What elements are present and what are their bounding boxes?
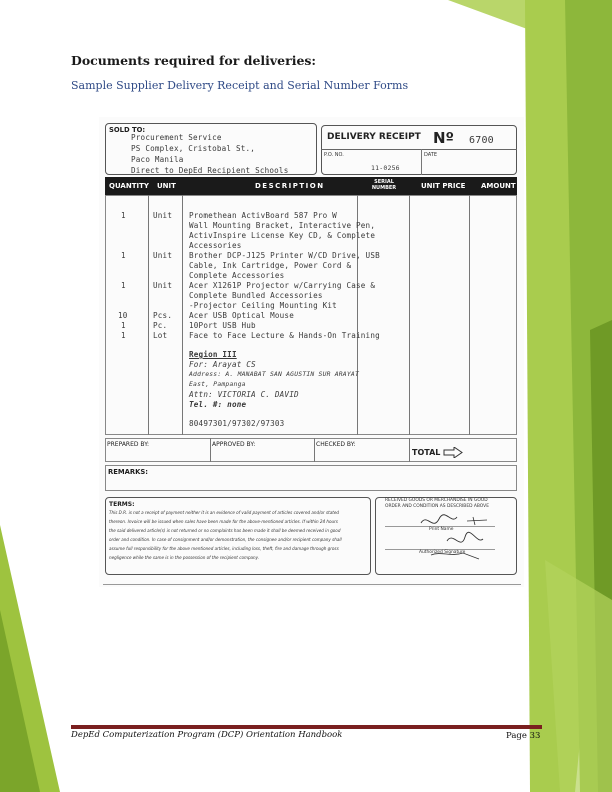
row-qty: 1: [121, 321, 126, 330]
row-unit: Pc.: [153, 321, 168, 330]
row-desc: Cable, Ink Cartridge, Power Cord &: [189, 261, 352, 270]
row-unit: Pcs.: [153, 311, 173, 320]
terms-line: assume full responsibility for the above mentioned articles, including loss, theft, fire and damage through gross: [109, 546, 339, 551]
arrow-right-icon: [443, 447, 463, 458]
region-line: Tel. #: none: [189, 400, 247, 409]
page-heading: Documents required for deliveries:: [71, 53, 317, 68]
region-line: For: Arayat CS: [189, 360, 256, 369]
po-value: 11-0256: [371, 164, 400, 172]
row-qty: 1: [121, 251, 126, 260]
row-qty: 10: [118, 311, 128, 320]
page-subheading: Sample Supplier Delivery Receipt and Serial Number Forms: [71, 79, 409, 92]
region-line: Address: A. MANABAT SAN AGUSTIN SUR ARAYAT: [189, 370, 359, 378]
row-desc: Acer USB Optical Mouse: [189, 311, 294, 320]
items-table-header: [105, 177, 517, 195]
row-desc: ActivInspire License Key CD, & Complete: [189, 231, 376, 240]
terms-line: This D.R. is not a receipt of payment neither it is an evidence of valid payment of articles covered and/or stated: [109, 510, 339, 515]
checked-by-label: CHECKED BY:: [316, 441, 356, 448]
terms-line: thereon. Invoice will be issued when sales have been made for the above-mentioned articles. If within 24 hours: [109, 519, 338, 524]
received-line: ORDER AND CONDITION AS DESCRIBED ABOVE: [385, 504, 489, 509]
terms-line: order and condition. In case of consignment and/or demonstration, the consignee and/or recipient company shall: [109, 537, 342, 542]
row-desc: Brother DCP-J125 Printer W/CD Drive, USB: [189, 251, 380, 260]
terms-label: TERMS:: [109, 501, 135, 508]
receipt-number: 6700: [469, 135, 494, 146]
serial-reference: 80497301/97302/97303: [189, 419, 285, 428]
sold-to-line: PS Complex, Cristobal St.,: [131, 144, 256, 153]
terms-line: negligence while the same is in the possession of the recipient company.: [109, 555, 260, 560]
print-name-label: Print Name: [429, 527, 454, 532]
date-label: DATE: [424, 152, 438, 158]
col-description: DESCRIPTION: [255, 182, 325, 190]
region-line: Attn: VICTORIA C. DAVID: [189, 390, 299, 399]
authorized-signature-label: Authorized Signature: [419, 550, 466, 555]
col-amount: AMOUNT: [481, 182, 516, 190]
region-line: Region III: [189, 350, 237, 359]
footer-handbook-title: DepEd Computerization Program (DCP) Orientation Handbook: [71, 730, 343, 740]
receipt-title: DELIVERY RECEIPT: [327, 132, 421, 142]
remarks-box: [105, 465, 517, 491]
received-line: RECEIVED GOODS OR MERCHANDISE IN GOOD: [385, 498, 488, 503]
sold-to-line: Paco Manila: [131, 155, 184, 164]
remarks-label: REMARKS:: [108, 468, 149, 476]
row-unit: Lot: [153, 331, 168, 340]
row-desc: Accessories: [189, 241, 242, 250]
sold-to-label: SOLD TO:: [109, 126, 146, 134]
page-number: Page 33: [506, 731, 541, 741]
row-desc: Promethean ActivBoard 587 Pro W: [189, 211, 337, 220]
region-line: East, Pampanga: [189, 380, 246, 388]
prepared-by-label: PREPARED BY:: [107, 441, 150, 448]
row-desc: Acer X1261P Projector w/Carrying Case &: [189, 281, 376, 290]
terms-box: [105, 497, 371, 575]
col-serial-number: SERIAL NUMBER: [371, 179, 397, 191]
row-qty: 1: [121, 281, 126, 290]
row-qty: 1: [121, 211, 126, 220]
delivery-receipt-scan: [99, 117, 524, 587]
col-quantity: QUANTITY: [109, 182, 149, 190]
row-unit: Unit: [153, 281, 173, 290]
total-label: TOTAL: [412, 448, 441, 457]
footer-divider: [71, 725, 542, 729]
sold-to-line: Procurement Service: [131, 133, 222, 142]
row-unit: Unit: [153, 211, 173, 220]
row-desc: 10Port USB Hub: [189, 321, 256, 330]
col-unit: UNIT: [157, 182, 176, 190]
handwritten-signature-scribble: [417, 511, 507, 571]
row-desc: Wall Mounting Bracket, Interactive Pen,: [189, 221, 376, 230]
row-desc: Face to Face Lecture & Hands-On Training: [189, 331, 380, 340]
receipt-number-symbol: Nº: [433, 129, 455, 147]
sold-to-line: Direct to DepEd Recipient Schools: [131, 166, 289, 175]
approved-by-label: APPROVED BY:: [212, 441, 256, 448]
row-qty: 1: [121, 331, 126, 340]
terms-line: the said delivered article(s) is not returned or no complaints has been made it shall be deemed received in good: [109, 528, 341, 533]
col-unit-price: UNIT PRICE: [421, 182, 466, 190]
row-desc: -Projector Ceiling Mounting Kit: [189, 301, 337, 310]
row-unit: Unit: [153, 251, 173, 260]
po-label: P.O. NO.: [324, 152, 344, 158]
row-desc: Complete Bundled Accessories: [189, 291, 323, 300]
row-desc: Complete Accessories: [189, 271, 285, 280]
